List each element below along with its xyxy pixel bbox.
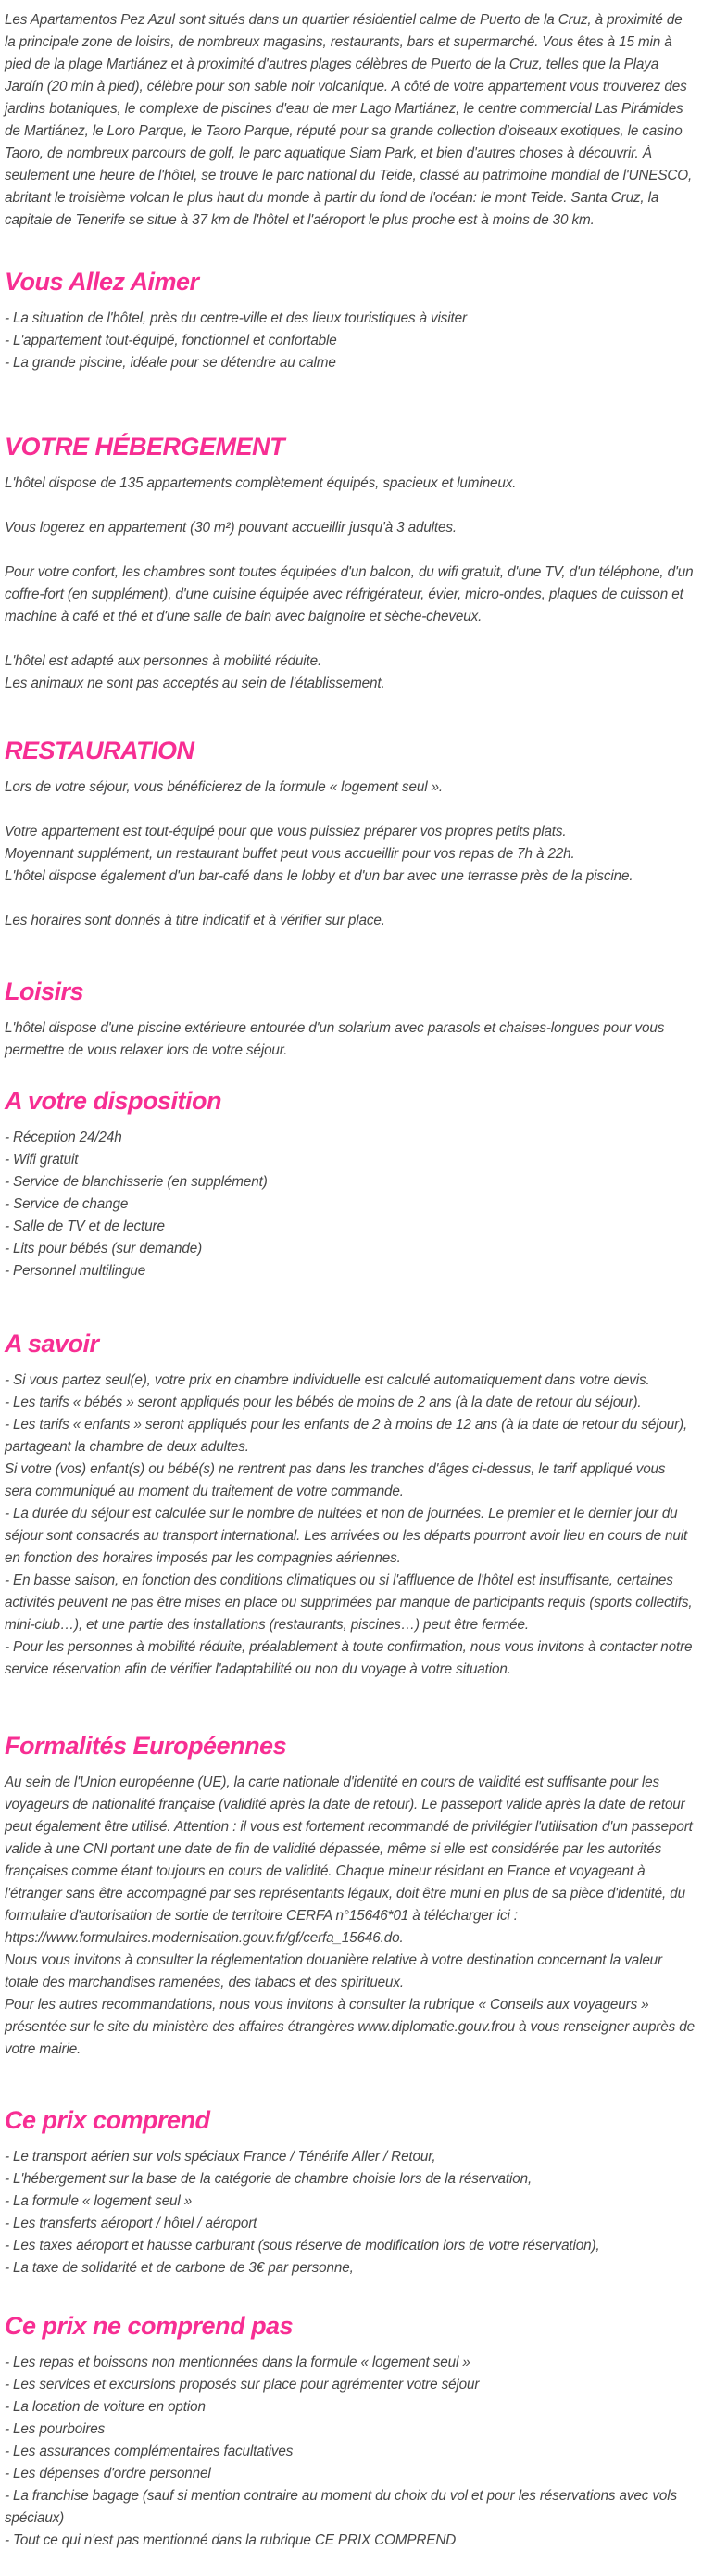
savoir-item: - Les tarifs « bébés » seront appliqués pour les bébés de moins de 2 ans (à la date de retour du séjour). — [5, 1395, 642, 1410]
prix-comprend-item: - La taxe de solidarité et de carbone de 3€ par personne, — [5, 2260, 354, 2276]
prix-comprend-item: - Les transferts aéroport / hôtel / aéroport — [5, 2216, 257, 2231]
formalites-paragraph: Nous vous invitons à consulter la réglementation douanière relative à votre destination concernant la valeur totale des marchandises ramenées, des tabacs et des spiritueux. — [5, 1952, 662, 1990]
section-title-prix-ne-comprend-pas: Ce prix ne comprend pas — [5, 2312, 294, 2340]
disposition-item: - Personnel multilingue — [5, 1263, 146, 1279]
section-title-disposition: A votre disposition — [5, 1087, 222, 1115]
aimer-item: - La situation de l'hôtel, près du centre-ville et des lieux touristiques à visiter — [5, 310, 467, 326]
spacer — [5, 888, 695, 910]
spacer — [5, 799, 695, 821]
restauration-paragraph: Votre appartement est tout-équipé pour que vous puissiez préparer vos propres petits plats. — [5, 824, 567, 840]
hebergement-paragraph: L'hôtel est adapté aux personnes à mobilité réduite. — [5, 653, 322, 669]
section-title-formalites: Formalités Européennes — [5, 1732, 287, 1760]
section-title-restauration: RESTAURATION — [5, 737, 194, 764]
section-title-prix-comprend: Ce prix comprend — [5, 2106, 210, 2134]
section-title-vous-allez-aimer: Vous Allez Aimer — [5, 268, 199, 296]
disposition-item: - Wifi gratuit — [5, 1152, 79, 1168]
prix-ne-comprend-item: - Les pourboires — [5, 2421, 106, 2437]
disposition-item: - Salle de TV et de lecture — [5, 1219, 165, 1234]
spacer — [5, 495, 695, 517]
prix-ne-comprend-item: - La franchise bagage (sauf si mention contraire au moment du choix du vol et pour les réservations avec vols spéciaux) — [5, 2488, 677, 2526]
hebergement-paragraph: Vous logerez en appartement (30 m²) pouvant accueillir jusqu'à 3 adultes. — [5, 520, 457, 536]
section-title-loisirs: Loisirs — [5, 978, 84, 1005]
aimer-item: - L'appartement tout-équipé, fonctionnel et confortable — [5, 333, 337, 348]
prix-ne-comprend-item: - Les repas et boissons non mentionnées dans la formule « logement seul » — [5, 2355, 470, 2370]
hebergement-paragraph: L'hôtel dispose de 135 appartements complètement équipés, spacieux et lumineux. — [5, 475, 517, 491]
formalites-paragraph: Au sein de l'Union européenne (UE), la carte nationale d'identité en cours de validité est suffisante pour les voyageurs de nationalité française (validité après la date de retour). Le passeport valide après la date de retour peut également être utilisé. Attention : il vous est fortement recommandé de privilégier l'utilisation d'un passeport valide à une CNI portant une date de fin de validité dépassée, même si elle est considérée par les autorités françaises comme étant toujours en cours de validité. Chaque mineur résidant en France et voyageant à l'étranger sans être accompagné par ses représentants légaux, doit être muni en plus de sa pièce d'identité, du formulaire d'autorisation de sortie de territoire CERFA n°15646*01 à télécharger ici : — [5, 1774, 693, 1924]
disposition-item: - Service de blanchisserie (en supplément) — [5, 1174, 268, 1190]
savoir-item: Si votre (vos) enfant(s) ou bébé(s) ne rentrent pas dans les tranches d'âges ci-dessus, le tarif appliqué vous sera communiqué au moment du traitement de votre commande. — [5, 1461, 666, 1499]
loisirs-paragraph: L'hôtel dispose d'une piscine extérieure entourée d'un solarium avec parasols et chaises-longues pour vous permettre de vous relaxer lors de votre séjour. — [5, 1020, 665, 1058]
prix-comprend-item: - Les taxes aéroport et hausse carburant (sous réserve de modification lors de votre réservation), — [5, 2238, 600, 2254]
restauration-paragraph: Lors de votre séjour, vous bénéficierez de la formule « logement seul ». — [5, 779, 444, 795]
hebergement-paragraph: Les animaux ne sont pas acceptés au sein de l'établissement. — [5, 676, 385, 691]
savoir-item: - Les tarifs « enfants » seront appliqués pour les enfants de 2 à moins de 12 ans (à la date de retour du séjour), partageant la chambre de deux adultes. — [5, 1417, 688, 1455]
savoir-item: - Pour les personnes à mobilité réduite, préalablement à toute confirmation, nous vous invitons à contacter notre service réservation afin de vérifier l'adaptabilité ou non du voyage à votre situation. — [5, 1639, 693, 1677]
spacer — [5, 628, 695, 650]
cerfa-url-text: https://www.formulaires.modernisation.gouv.fr/gf/cerfa_15646.do. — [5, 1930, 404, 1946]
savoir-item: - En basse saison, en fonction des conditions climatiques ou si l'affluence de l'hôtel est insuffisante, certaines activités peuvent ne pas être mises en place ou supprimées par manque de participants requis (sports collectifs, mini-club…), et une partie des installations (restaurants, piscines…) peut être fermée. — [5, 1572, 693, 1633]
savoir-item: - La durée du séjour est calculée sur le nombre de nuitées et non de journées. Le premier et le dernier jour du séjour sont consacrés au transport international. Les arrivées ou les départs pourront avoir lieu en cours de nuit en fonction des horaires imposés par les compagnies aériennes. — [5, 1506, 688, 1566]
savoir-item: - Si vous partez seul(e), votre prix en chambre individuelle est calculé automatiquement dans votre devis. — [5, 1372, 650, 1388]
restauration-paragraph: Moyennant supplément, un restaurant buffet peut vous accueillir pour vos repas de 7h à 22h. — [5, 846, 575, 862]
aimer-item: - La grande piscine, idéale pour se détendre au calme — [5, 355, 336, 371]
prix-comprend-item: - La formule « logement seul » — [5, 2193, 193, 2209]
prix-comprend-item: - Le transport aérien sur vols spéciaux France / Ténérife Aller / Retour, — [5, 2149, 436, 2165]
intro-paragraph: Les Apartamentos Pez Azul sont situés dans un quartier résidentiel calme de Puerto de la Cruz, à proximité de la principale zone de loisirs, de nombreux magasins, restaurants, bars et supermarché. Vous êtes à 15 min à pied de la plage Martiánez et à proximité d'autres plages célèbres de Puerto de la Cruz, telles que la Playa Jardín (20 min à pied), célèbre pour son sable noir volcanique. A côté de votre appartement vous trouverez des jardins botaniques, le complexe de piscines d'eau de mer Lago Martiánez, le centre commercial Las Pirámides de Martiánez, le Loro Parque, le Taoro Parque, réputé pour sa grande collection d'oiseaux exotiques, le casino Taoro, de nombreux parcours de golf, le parc aquatique Siam Park, et bien d'autres choses à découvrir. À seulement une heure de l'hôtel, se trouve le parc national du Teide, classé au patrimoine mondial de l'UNESCO, abritant le troisième volcan le plus haut du monde à partir du fond de l'océan: le mont Teide. Santa Cruz, la capitale de Tenerife se situe à 37 km de l'hôtel et l'aéroport le plus proche est à moins de 30 km. — [5, 12, 693, 228]
prix-ne-comprend-item: - Les services et excursions proposés sur place pour agrémenter votre séjour — [5, 2377, 480, 2393]
prix-ne-comprend-item: - La location de voiture en option — [5, 2399, 206, 2415]
restauration-paragraph: Les horaires sont donnés à titre indicatif et à vérifier sur place. — [5, 913, 385, 928]
prix-comprend-item: - L'hébergement sur la base de la catégorie de chambre choisie lors de la réservation, — [5, 2171, 533, 2187]
disposition-item: - Réception 24/24h — [5, 1130, 122, 1145]
prix-ne-comprend-item: - Les assurances complémentaires facultatives — [5, 2443, 294, 2459]
prix-ne-comprend-item: - Les dépenses d'ordre personnel — [5, 2466, 211, 2481]
disposition-item: - Lits pour bébés (sur demande) — [5, 1241, 203, 1256]
hebergement-paragraph: Pour votre confort, les chambres sont toutes équipées d'un balcon, du wifi gratuit, d'une TV, d'un téléphone, d'un coffre-fort (en supplément), d'une cuisine équipée avec réfrigérateur, évier, micro-ondes, plaques de cuisson et machine à café et thé et d'une salle de bain avec baignoire et sèche-cheveux. — [5, 564, 694, 625]
spacer — [5, 539, 695, 562]
prix-ne-comprend-item: - Tout ce qui n'est pas mentionné dans la rubrique CE PRIX COMPREND — [5, 2532, 457, 2548]
formalites-paragraph: Pour les autres recommandations, nous vous invitons à consulter la rubrique « Conseils aux voyageurs » présentée sur le site du ministère des affaires étrangères www.diplomatie.gouv.frou à vous renseigner auprès de votre mairie. — [5, 1997, 695, 2057]
section-title-savoir: A savoir — [5, 1330, 99, 1357]
restauration-paragraph: L'hôtel dispose également d'un bar-café dans le lobby et d'un bar avec une terrasse près de la piscine. — [5, 868, 633, 884]
section-title-hebergement: VOTRE HÉBERGEMENT — [5, 433, 285, 461]
disposition-item: - Service de change — [5, 1196, 129, 1212]
